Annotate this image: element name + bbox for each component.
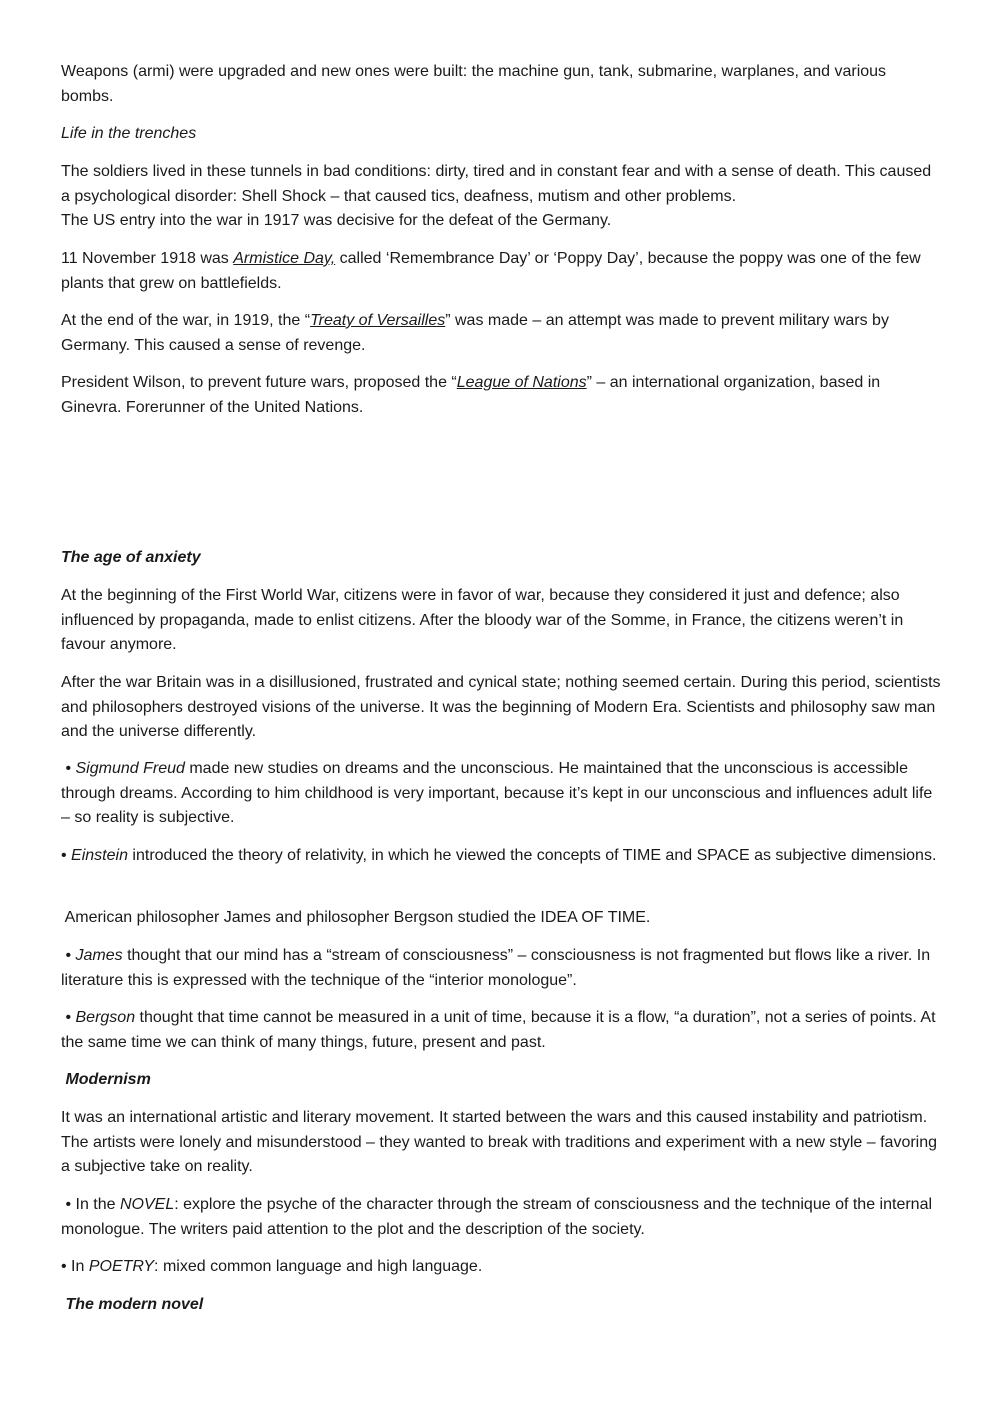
- armistice-post: called ‘Remembrance Day’ or ‘Poppy Day’, because the poppy was one of the few plants that grew on battlefields.: [61, 250, 921, 292]
- heading-life-in-trenches: Life in the trenches: [61, 125, 197, 142]
- bullet-marker: • In the: [61, 1196, 120, 1213]
- james-bullet: [61, 944, 941, 993]
- bergson-text: thought that time cannot be measured in a unit of time, because it is a flow, “a duration”, not a series of points. At the same time we can think of many things, future, present and past.: [61, 1009, 936, 1051]
- war-citizens-paragraph: At the beginning of the First World War, citizens were in favor of war, because they considered it just and defence; also influenced by propaganda, made to enlist citizens. After the bloody war of the Somme, in France, the citizens weren’t in favour anymore.: [61, 587, 904, 653]
- treaty-of-versailles-link[interactable]: Treaty of Versailles: [310, 312, 446, 329]
- league-post: ” – an international organization, based in Ginevra. Forerunner of the United Nations.: [61, 374, 881, 416]
- heading-modernism: Modernism: [61, 1071, 151, 1088]
- post-war-britain-paragraph: After the war Britain was in a disillusioned, frustrated and cynical state; nothing seemed certain. During this period, scientists and philosophers destroyed visions of the universe. It was the beginning of Modern Era. Scientists and philosophy saw man and the universe differently.: [61, 674, 941, 740]
- league-of-nations-link[interactable]: League of Nations: [456, 374, 587, 391]
- james-name: James: [75, 947, 123, 964]
- bullet-marker: •: [61, 1009, 76, 1026]
- poetry-bullet: [61, 1255, 941, 1280]
- trenches-text: The soldiers lived in these tunnels in bad conditions: dirty, tired and in constant fear and with a sense of death. This caused a psychological disorder: Shell Shock – that caused tics, deafness, mutism and other problems.: [61, 163, 932, 205]
- bergson-name: Bergson: [75, 1009, 136, 1026]
- novel-text: : explore the psyche of the character through the stream of consciousness and the technique of the internal monologue. The writers paid attention to the plot and the description of the society.: [61, 1196, 933, 1238]
- einstein-text: introduced the theory of relativity, in which he viewed the concepts of TIME and SPACE as subjective dimensions.: [127, 847, 937, 864]
- heading-modern-novel: The modern novel: [61, 1296, 204, 1313]
- freud-text: made new studies on dreams and the unconscious. He maintained that the unconscious is accessible through dreams. According to him childhood is very important, because it’s kept in our unconscious and influences adult life – so reality is subjective.: [61, 760, 933, 826]
- armistice-day-link[interactable]: Armistice Day,: [233, 250, 336, 267]
- league-paragraph: [61, 371, 941, 420]
- einstein-bullet: [61, 844, 941, 869]
- versailles-pre: At the end of the war, in 1919, the “: [61, 312, 311, 329]
- versailles-post: ” was made – an attempt was made to prevent military wars by Germany. This caused a sense of revenge.: [61, 312, 889, 354]
- freud-name: Sigmund Freud: [75, 760, 185, 777]
- poetry-name: POETRY: [88, 1258, 155, 1275]
- armistice-pre: 11 November 1918 was: [61, 250, 234, 267]
- armistice-paragraph: [61, 247, 941, 296]
- novel-bullet: [61, 1193, 941, 1242]
- modernism-paragraph: It was an international artistic and literary movement. It started between the wars and this caused instability and patriotism. The artists were lonely and misunderstood – they wanted to break with traditions and experiment with a new style – favoring a subjective take on reality.: [61, 1109, 938, 1175]
- james-text: thought that our mind has a “stream of consciousness” – consciousness is not fragmented but flows like a river. In literature this is expressed with the technique of the “interior monologue”.: [61, 947, 931, 989]
- idea-of-time-paragraph: American philosopher James and philosopher Bergson studied the IDEA OF TIME.: [61, 909, 651, 926]
- novel-name: NOVEL: [119, 1196, 175, 1213]
- poetry-text: : mixed common language and high language.: [154, 1258, 483, 1275]
- weapons-paragraph: Weapons (armi) were upgraded and new ones were built: the machine gun, tank, submarine, warplanes, and various bombs.: [61, 63, 887, 105]
- heading-age-of-anxiety: The age of anxiety: [61, 549, 201, 566]
- versailles-paragraph: [61, 309, 941, 358]
- bullet-marker: •: [61, 947, 76, 964]
- league-pre: President Wilson, to prevent future wars, proposed the “: [61, 374, 457, 391]
- us-entry-text: The US entry into the war in 1917 was decisive for the defeat of the Germany.: [61, 212, 612, 229]
- bullet-marker: •: [61, 760, 76, 777]
- bullet-marker: • In: [61, 1258, 89, 1275]
- freud-bullet: [61, 757, 941, 831]
- bergson-bullet: [61, 1006, 941, 1055]
- trenches-paragraph: [61, 160, 941, 234]
- bullet-marker: •: [61, 847, 72, 864]
- einstein-name: Einstein: [71, 847, 128, 864]
